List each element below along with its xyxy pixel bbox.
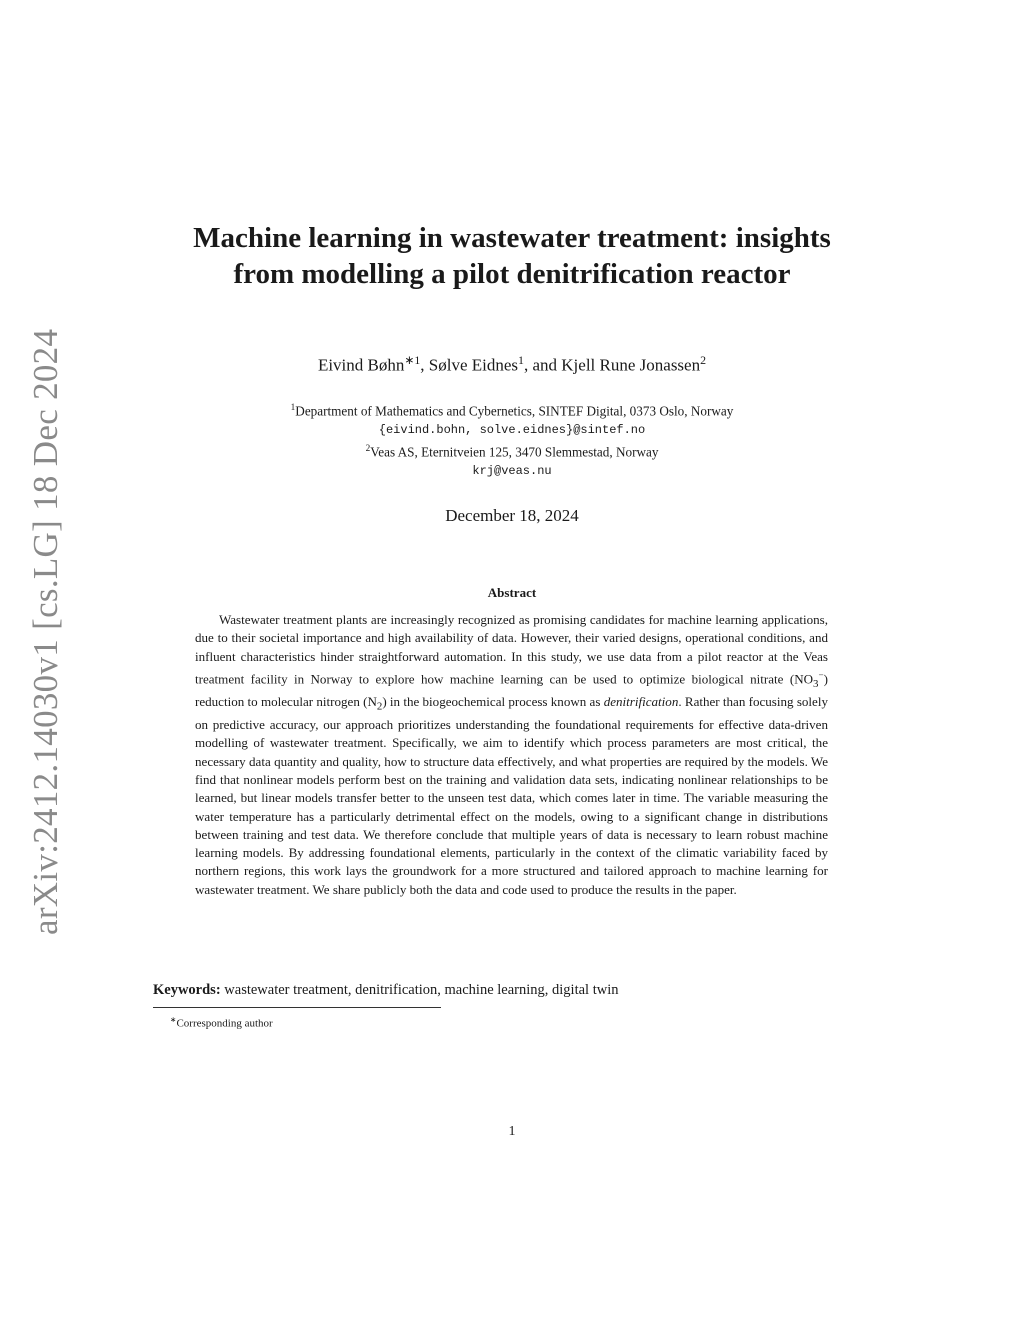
affiliation-2-email[interactable]: krj@veas.nu: [472, 464, 552, 479]
author-list: [200, 348, 824, 378]
affiliation-marker: 1: [290, 402, 296, 412]
keywords: [153, 980, 873, 1000]
abstract-segment: ) reduction to molecular nitrogen (N: [195, 671, 828, 710]
author-separator: ,: [420, 355, 429, 375]
affiliation-text: Veas AS, Eternitveien 125, 3470 Slemmestad, Norway: [370, 444, 659, 460]
abstract-segment: Wastewater treatment plants are increasingly recognized as promising candidates for machine learning applications, due to their societal importance and high availability of data. However, their varied designs, operational conditions, and influent characteristics hinder straightforward automation. In this study, we use data from a pilot reactor at the Veas treatment facility in Norway to explore how machine learning can be used to optimize biological nitrate (NO: [195, 612, 828, 687]
keywords-label: Keywords:: [153, 982, 221, 998]
abstract-segment: . Rather than focusing solely on predictive accuracy, our approach prioritizes understanding the foundational requirements for effective data-driven modelling of wastewater treatment. Specifically, we aim to identify which process parameters are most critical, the necessary data quantity and quality, how to structure data effectively, and what properties are required by the models. We find that nonlinear models perform best on the training and validation data sets, indicating nonlinear relationships to be learned, but linear models transfer better to the unseen test data, which comes later in time. The variable measuring the water temperature has a particularly detrimental effect on the models, owing to a significant change in distributions between training and test data. We therefore conclude that multiple years of data is necessary to learn robust machine learning models. By addressing foundational elements, particularly in the context of the climatic variability faced by northern regions, this work lays the groundwork for a more structured and tailored approach to machine learning for wastewater treatment. We share publicly both the data and code used to produce the results in the paper.: [195, 694, 828, 897]
affiliation-1-email[interactable]: {eivind.bohn, solve.eidnes}@sintef.no: [378, 422, 646, 437]
abstract-segment: ) in the biogeochemical process known as: [382, 694, 604, 710]
author-separator: , and: [523, 355, 562, 375]
affiliation-2: [200, 439, 824, 462]
affiliation-text: Department of Mathematics and Cybernetics, SINTEF Digital, 0373 Oslo, Norway: [295, 403, 734, 419]
abstract-heading: Abstract: [487, 585, 537, 600]
footnote-marker: ∗: [170, 1015, 177, 1024]
author-affiliation-marker: 2: [700, 353, 707, 367]
author-affiliation-marker: ∗1: [404, 353, 421, 367]
abstract-italic-term: denitrification: [603, 694, 679, 710]
nitrogen-subscript: 2: [376, 700, 383, 713]
nitrate-subscript: 3: [813, 677, 819, 690]
affiliations: [200, 398, 824, 481]
affiliation-1: [200, 398, 824, 421]
author-name: Eivind Bøhn: [317, 355, 405, 375]
nitrate-superscript: −: [818, 669, 824, 680]
footnote: [170, 1012, 273, 1032]
footnote-text: Corresponding author: [176, 1017, 273, 1030]
page-number: 1: [508, 1124, 516, 1139]
arxiv-identifier-stamp: arXiv:2412.14030v1 [cs.LG] 18 Dec 2024: [26, 328, 65, 935]
publication-date: December 18, 2024: [445, 506, 579, 525]
author-name: Sølve Eidnes: [428, 355, 519, 375]
footnote-rule: [153, 1007, 441, 1008]
abstract-text: [195, 611, 828, 899]
paper-title: Machine learning in wastewater treatment: insights from modelling a pilot denitrification reactor: [193, 222, 831, 290]
author-affiliation-marker: 1: [518, 353, 524, 367]
author-name: Kjell Rune Jonassen: [561, 355, 701, 375]
keywords-text: wastewater treatment, denitrification, machine learning, digital twin: [224, 982, 619, 998]
affiliation-marker: 2: [365, 443, 371, 454]
